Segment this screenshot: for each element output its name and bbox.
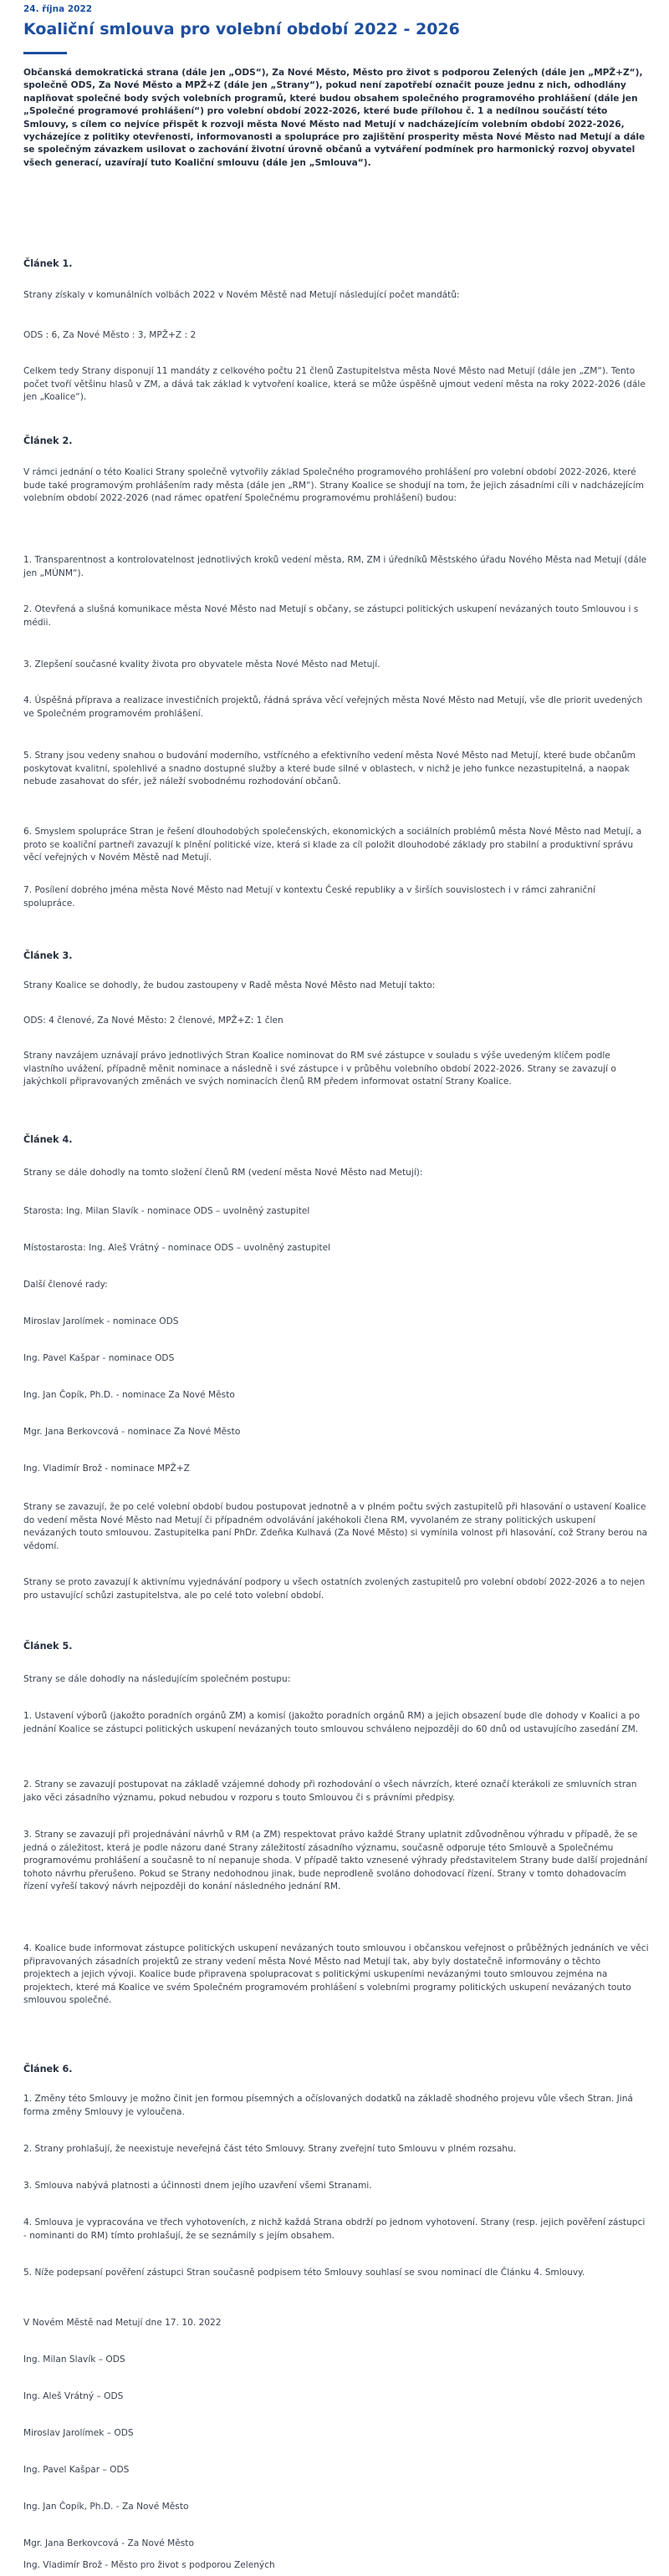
title-underline (23, 52, 67, 54)
article-2-p2: 1. Transparentnost a kontrolovatelnost jednotlivých kroků vedení města, RM, ZM i úředníků Městského úřadu Nového Města nad Metují (dále jen „MÚNM“). (23, 555, 647, 578)
article-2-heading: Článek 2. (23, 435, 73, 446)
council-member: Miroslav Jarolímek - nominace ODS (23, 1316, 179, 1326)
article-3-p2: ODS: 4 členové, Za Nové Město: 2 členové, MPŽ+Z: 1 člen (23, 1016, 283, 1026)
article-5-heading: Článek 5. (23, 1641, 73, 1652)
article-6-heading: Článek 6. (23, 2064, 73, 2075)
council-member: Ing. Pavel Kašpar - nominace ODS (23, 1353, 175, 1363)
signatory: Ing. Milan Slavík – ODS (23, 2355, 125, 2365)
signatory: Mgr. Jana Berkovcová - Za Nové Město (23, 2538, 194, 2548)
article-6-p3: 3. Smlouva nabývá platnosti a účinnosti dnem jejího uzavření všemi Stranami. (23, 2181, 372, 2191)
signatory: Ing. Aleš Vrátný – ODS (23, 2391, 124, 2401)
article-2-p5: 4. Úspěšná příprava a realizace investičních projektů, řádná správa věcí veřejných města Nové Město nad Metují, vše dle priorit uvedených ve Společném programovém prohlášení. (23, 695, 643, 719)
article-1-p2: ODS : 6, Za Nové Město : 3, MPŽ+Z : 2 (23, 330, 197, 340)
article-2-p8: 7. Posílení dobrého jména města Nové Město nad Metují v kontextu České republiky a v širších souvislostech i v rámci zahraniční spolupráce. (23, 885, 595, 909)
article-3-p1: Strany Koalice se dohodly, že budou zastoupeny v Radě města Nové Město nad Metují takto: (23, 980, 436, 990)
page-title: Koaliční smlouva pro volební období 2022 - 2026 (23, 20, 460, 38)
article-6-p5: 5. Níže podepsaní pověření zástupci Stran současně podpisem této Smlouvy souhlasí se svou nominací dle Článku 4. Smlouvy. (23, 2268, 585, 2278)
council-member: Ing. Jan Čopík, Ph.D. - nominace Za Nové Město (23, 1390, 235, 1400)
article-6-p4: 4. Smlouva je vypracována ve třech vyhotoveních, z nichž každá Strana obdrží po jednom vyhotovení. Strany (resp. jejich pověření zástupci - nominanti do RM) tímto prohlašují, že se seznámily s jejím obsahem. (23, 2217, 646, 2241)
deputy-mayor-line: Místostarosta: Ing. Aleš Vrátný - nominace ODS – uvolněný zastupitel (23, 1243, 331, 1253)
article-4-heading: Článek 4. (23, 1134, 73, 1145)
article-6-p1: 1. Změny této Smlouvy je možno činit jen formou písemných a očíslovaných dodatků na základě shodného projevu vůle všech Stran. Jiná forma změny Smlouvy je vyloučena. (23, 2094, 633, 2117)
signatory: Ing. Jan Čopík, Ph.D. - Za Nové Město (23, 2502, 189, 2512)
article-5-p3: 2. Strany se zavazují postupovat na základě vzájemné dohody při rozhodování o všech návrzích, které označí kterákoli ze smluvních stran jako věci zásadního významu, pokud nebudou v rozporu s touto Smlouvou či s právními předpisy. (23, 1779, 637, 1803)
article-1-p1: Strany získaly v komunálních volbách 2022 v Novém Městě nad Metují následující počet mandátů: (23, 290, 460, 300)
article-5-p5: 4. Koalice bude informovat zástupce politických uskupení nevázaných touto smlouvou i občanskou veřejnost o průběžných jednáních ve věci připravovaných zásadních projektů ze strany vedení města Nové Město nad Metují tak, aby byly dostatečně informovány o těchto projektech a jejich vývoji. Koalice bude připravena spolupracovat s politickými uskupeními nevázanými touto smlouvou zejména na projektech, které má Koalice ve svém Společném programovém prohlášení s volebními programy politických uskupení nevázaných touto smlouvou společné. (23, 1943, 649, 2005)
mayor-line: Starosta: Ing. Milan Slavík - nominace ODS – uvolněný zastupitel (23, 1206, 310, 1216)
signatory: Miroslav Jarolímek – ODS (23, 2428, 134, 2438)
signing-place-date: V Novém Městě nad Metují dne 17. 10. 2022 (23, 2318, 222, 2328)
article-3-heading: Článek 3. (23, 950, 73, 961)
article-3-p3: Strany navzájem uznávají právo jednotlivých Stran Koalice nominovat do RM své zástupce v souladu s výše uvedeným klíčem podle vlastního uvážení, případně měnit nominace a následně i své zástupce i v průběhu volebního období 2022-2026. Strany se zavazují o jakýchkoli připravovaných změnách ve svých nominacích členů RM předem informovat ostatní Strany Koalice. (23, 1051, 616, 1087)
council-members-label: Další členové rady: (23, 1280, 108, 1290)
article-2-p7: 6. Smyslem spolupráce Stran je řešení dlouhodobých společenských, ekonomických a sociálních problémů města Nové Město nad Metují, a proto se koaliční partneři zavazují k plnění politické vize, která si klade za cíl položit dlouhodobé základy pro stabilní a produktivní správu věcí veřejných v Novém Městě nad Metují. (23, 827, 642, 863)
article-5-p4: 3. Strany se zavazují při projednávání návrhů v RM (a ZM) respektovat právo každé Strany uplatnit zdůvodněnou výhradu v případě, že se jedná o záležitost, která je podle názoru dané Strany záležitostí zásadního významu, současně odporuje této Smlouvě a Společnému programovému prohlášení a současně to ní nepanuje shoda. V případě takto vznesené výhrady představitelem Strany bude další projednání tohoto návrhu přerušeno. Pokud se Strany nedohodnou jinak, bude neprodleně svoláno dohodovací řízení. Strany v tomto dohadovacím řízení vyřeší takový návrh nejpozději do konání následného jednání RM. (23, 1830, 648, 1891)
article-6-p2: 2. Strany prohlašují, že neexistuje neveřejná část této Smlouvy. Strany zveřejní tuto Smlouvu v plném rozsahu. (23, 2144, 517, 2154)
article-5-p1: Strany se dále dohodly na následujícím společném postupu: (23, 1674, 291, 1684)
article-1-heading: Článek 1. (23, 258, 73, 269)
council-member: Mgr. Jana Berkovcová - nominace Za Nové Město (23, 1427, 241, 1437)
article-4-p11: Strany se proto zavazují k aktivnímu vyjednávání podpory u všech ostatních zvolených zastupitelů pro volební období 2022-2026 a to nejen pro ustavující schůzi zastupitelstva, ale po celé toto volební období. (23, 1577, 646, 1601)
publish-date: 24. října 2022 (23, 4, 93, 14)
article-5-p2: 1. Ustavení výborů (jakožto poradních orgánů ZM) a komisí (jakožto poradních orgánů RM) a jejich obsazení bude dle dohody v Koalici a po jednání Koalice se zástupci politických uskupení nevázaných touto smlouvou schváleno nejpozději do 60 dnů od ustavujícího zasedání ZM. (23, 1711, 641, 1734)
article-4-p10: Strany se zavazují, že po celé volební období budou postupovat jednotně a v plném počtu svých zastupitelů při hlasování o ustavení Koalice do vedení města Nové Město nad Metují či případném odvolávání jakéhokoli člena RM, vyvolaném ze strany politických uskupení nevázaných touto smlouvou. Zastupitelka paní PhDr. Zdeňka Kulhavá (Za Nové Město) si vymínila volnost při hlasování, což Strany berou na vědomí. (23, 1502, 648, 1551)
signatory: Ing. Pavel Kašpar – ODS (23, 2465, 130, 2475)
council-member: Ing. Vladimír Brož - nominace MPŽ+Z (23, 1464, 190, 1474)
article-4-p1: Strany se dále dohodly na tomto složení členů RM (vedení města Nové Město nad Metují): (23, 1168, 423, 1178)
article-1-p3: Celkem tedy Strany disponují 11 mandáty z celkového počtu 21 členů Zastupitelstva města Nové Město nad Metují (dále jen „ZM“). Tento počet tvoří většinu hlasů v ZM, a dává tak základ k vytvoření koalice, která se může úspěšně ujmout vedení města na roky 2022-2026 (dále jen „Koalice“). (23, 366, 646, 402)
article-2-p4: 3. Zlepšení současné kvality života pro obyvatele města Nové Město nad Metují. (23, 659, 380, 669)
article-2-p6: 5. Strany jsou vedeny snahou o budování moderního, vstřícného a efektivního vedení města Nové Město nad Metují, které bude občanům poskytovat kvalitní, spolehlivé a snadno dostupné služby a které bude silné v oblastech, v nichž je jeho funkce nezastupitelná, a naopak nebude zasahovat do sfér, jež náleží svobodnému rozhodování občanů. (23, 751, 636, 787)
intro-paragraph: Občanská demokratická strana (dále jen „ODS“), Za Nové Město, Město pro život s podporou Zelených (dále jen „MPŽ+Z“), společně ODS, Za Nové Město a MPŽ+Z (dále jen „Strany“), pokud není zapotřebí označit pouze jednu z nich, odhodlány naplňovat společné body svých volebních programů, které budou obsahem společného programového prohlášení (dále jen „Společné programové prohlášení“) pro volební období 2022-2026, které bude přílohou č. 1 a nedílnou součástí této Smlouvy, s cílem co nejvíce přispět k rozvoji města Nové Město nad Metují v nadcházejícím volebním období 2022-2026, vycházejíce z politiky otevřenosti, informovanosti a spolupráce pro zajištění prosperity města Nové Město nad Metují a dále se společným závazkem usilovat o zachování životní úrovně občanů a vytváření podmínek pro harmonický rozvoj obyvatel všech generací, uzavírají tuto Koaliční smlouvu (dále jen „Smlouva“). (23, 68, 646, 168)
article-2-p1: V rámci jednání o této Koalici Strany společně vytvořily základ Společného programového prohlášení pro volební období 2022-2026, které bude také programovým prohlášením rady města (dále jen „RM“). Strany Koalice se shodují na tom, že jejich zásadními cíli v nadcházejícím volebním období 2022-2026 (nad rámec opatření Společnému programovému prohlášení) budou: (23, 467, 644, 503)
signatory: Ing. Vladimír Brož - Město pro život s podporou Zelených (23, 2560, 275, 2570)
article-2-p3: 2. Otevřená a slušná komunikace města Nové Město nad Metují s občany, se zástupci politických uskupení nevázaných touto Smlouvou i s médii. (23, 604, 639, 628)
